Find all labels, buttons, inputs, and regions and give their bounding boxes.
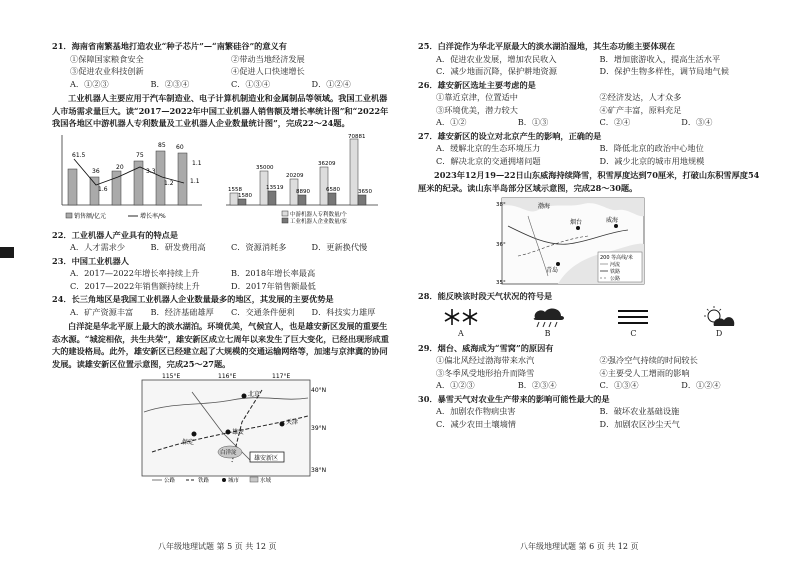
charts-row xyxy=(52,133,392,225)
answer-option: A．矿产资源丰富 xyxy=(70,306,134,317)
symbol-option-d xyxy=(700,306,738,341)
data-label: 85 xyxy=(158,141,166,149)
legend-label: 增长率/% xyxy=(140,212,166,220)
bar xyxy=(268,191,276,205)
answer-option: A．促进农业发展，增加农民收入 xyxy=(436,53,557,64)
data-label: 70881 xyxy=(348,133,366,140)
legend-label: 城市 xyxy=(228,478,240,484)
bar xyxy=(320,167,328,205)
longitude-label: 115°E xyxy=(162,373,181,380)
statement: ①偏北风经过渤海带来水汽 xyxy=(436,355,535,365)
question-29 xyxy=(418,342,763,392)
answer-options xyxy=(418,142,763,167)
answer-option: A．①② xyxy=(436,117,467,127)
answer-options xyxy=(418,379,763,392)
snowflake-icon xyxy=(443,306,479,328)
statement: ④促进人口快速增长 xyxy=(231,66,305,76)
question-stem: 29．烟台、威海成为“雪窝”的原因有 xyxy=(418,342,554,353)
answer-option: D．减少北京的城市用地规模 xyxy=(599,155,705,166)
bar xyxy=(230,193,238,205)
question-stem: 21．海南省南繁基地打造农业“种子芯片”—“南繁硅谷”的意义有 xyxy=(52,41,287,51)
legend-label: 铁路 xyxy=(198,478,210,484)
symbol-label: C xyxy=(630,329,637,338)
question-stem: 28．能反映该时段天气状况的符号是 xyxy=(418,290,553,301)
right-column xyxy=(418,40,763,431)
answer-option: A．人才需求少 xyxy=(70,242,126,252)
symbol-option-c xyxy=(616,306,650,341)
legend-city-icon xyxy=(222,478,226,482)
rain-cloud-icon xyxy=(529,306,567,328)
shandong-peninsula-map xyxy=(498,196,648,286)
answer-option: D．科技实力雄厚 xyxy=(311,306,376,317)
data-label: 13519 xyxy=(266,184,284,191)
answer-option: B．2018年增长率最高 xyxy=(231,268,316,278)
bar xyxy=(68,169,77,205)
answer-option: B．研发费用高 xyxy=(150,242,206,252)
statement: ②强冷空气持续的时间较长 xyxy=(599,355,698,365)
answer-options xyxy=(418,405,763,430)
data-label: 36 xyxy=(92,167,100,175)
legend-label: 铁路 xyxy=(610,269,621,275)
sun-cloud-icon xyxy=(700,306,738,328)
reading-passage: 工业机器人主要应用于汽车制造业、电子计算机制造业和金属制品等领域。我国工业机器人市场需求量巨大。读“2017—2022年中国工业机器人销售额及增长率统计图”和“2022年我国各地区中游机器人专利数量及工业机器人企业数量统计图”，完成22～24题。 xyxy=(52,93,389,128)
lake-label: 白洋淀 xyxy=(220,450,237,456)
patent-enterprise-chart xyxy=(222,133,382,225)
question-22 xyxy=(52,229,392,254)
answer-option: D．更新换代慢 xyxy=(311,242,368,252)
statement: ③冬季风受地形抬升而降雪 xyxy=(436,367,535,378)
legend-swatch xyxy=(66,213,72,218)
statement: ①靠近京津，位置适中 xyxy=(436,92,518,102)
city-marker xyxy=(576,226,580,230)
latitude-label: 40°N xyxy=(311,387,327,394)
data-label: 6580 xyxy=(326,186,340,193)
answer-option: C．解决北京的交通拥堵问题 xyxy=(436,155,541,166)
longitude-label: 116°E xyxy=(218,373,237,380)
answer-option: D．保护生物多样性，调节局地气候 xyxy=(599,66,729,76)
data-label: 1558 xyxy=(228,186,242,193)
city-label: 威海 xyxy=(606,217,619,224)
answer-option: D．2017年销售额最低 xyxy=(231,280,316,291)
statement: ③环境优美，潜力较大 xyxy=(436,104,518,115)
answer-option: A．2017—2022年增长率持续上升 xyxy=(70,268,200,278)
binding-tab xyxy=(0,247,14,258)
data-label: 35000 xyxy=(256,164,274,171)
sea-label: 渤海 xyxy=(538,203,551,210)
answer-option: B．破坏农业基础设施 xyxy=(599,406,680,416)
answer-option: D．加剧农区沙尘天气 xyxy=(599,418,680,429)
answer-options xyxy=(418,116,763,129)
question-23 xyxy=(52,255,392,293)
question-stem: 25．白洋淀作为华北平原最大的淡水湖泊湿地，其生态功能主要体现在 xyxy=(418,41,676,51)
question-25 xyxy=(418,40,763,78)
answer-option: A．缓解北京的生态环境压力 xyxy=(436,143,541,153)
data-label: 60 xyxy=(176,143,184,151)
symbol-label: B xyxy=(544,329,551,338)
legend-label: 公路 xyxy=(610,276,621,282)
bar xyxy=(350,139,358,205)
latitude-label: 38° xyxy=(496,202,506,208)
bar xyxy=(358,195,366,205)
bar xyxy=(298,195,306,205)
city-marker xyxy=(556,262,560,266)
answer-option: C．2017—2022年销售额持续上升 xyxy=(70,280,200,291)
legend-label: 200 等高线/米 xyxy=(600,255,633,261)
question-stem: 22．工业机器人产业具有的特点是 xyxy=(52,229,179,240)
latitude-label: 35° xyxy=(496,280,506,286)
answer-option: D．③④ xyxy=(681,117,713,127)
latitude-label: 39°N xyxy=(311,425,327,432)
question-24 xyxy=(52,293,392,318)
xiongan-location-map xyxy=(132,372,327,484)
question-stem: 30．暴雪天气对农业生产带来的影响可能性最大的是 xyxy=(418,393,610,404)
legend-swatch xyxy=(282,218,288,223)
question-26 xyxy=(418,79,763,129)
symbol-option-a xyxy=(443,306,479,341)
data-label: 1.1 xyxy=(192,159,202,167)
statement: ③促进农业科技创新 xyxy=(70,66,144,76)
answer-options xyxy=(52,306,392,319)
symbol-option-b xyxy=(529,306,567,341)
answer-options xyxy=(418,53,763,78)
data-label: 61.5 xyxy=(72,151,86,159)
legend-water-icon xyxy=(250,477,258,482)
symbol-label: D xyxy=(715,329,723,338)
legend-label: 河流 xyxy=(610,262,621,268)
answer-option: B．②③④ xyxy=(517,380,557,390)
data-label: 1.1 xyxy=(190,177,200,185)
answer-option: B．②③④ xyxy=(150,78,190,89)
bar xyxy=(238,199,246,205)
page-footer: 八年级地理试题 第 5 页 共 12 页 xyxy=(158,542,277,551)
question-stem: 26．雄安新区选址主要考虑的是 xyxy=(418,79,536,90)
data-label: 8890 xyxy=(296,188,310,195)
answer-option: D．①②④ xyxy=(311,78,351,89)
legend-swatch xyxy=(282,211,288,216)
latitude-label: 36° xyxy=(496,242,506,248)
city-marker xyxy=(192,432,197,437)
data-label: 1.6 xyxy=(98,185,108,193)
symbol-label: A xyxy=(457,329,464,338)
latitude-label: 38°N xyxy=(311,467,327,474)
data-label: 1.2 xyxy=(164,179,174,187)
city-label: 青岛 xyxy=(546,267,559,274)
answer-option: D．①②④ xyxy=(681,380,721,390)
box-label: 雄安新区 xyxy=(254,455,279,462)
city-label: 北京 xyxy=(248,391,261,398)
left-column xyxy=(52,40,392,488)
bar xyxy=(178,153,187,205)
statement: ②经济发达，人才众多 xyxy=(599,92,682,102)
statement: ①保障国家粮食安全 xyxy=(70,53,144,64)
longitude-label: 117°E xyxy=(272,373,291,380)
city-label: 天津 xyxy=(286,419,299,426)
legend-label: 工业机器人企业数量/家 xyxy=(290,218,347,225)
question-28 xyxy=(418,290,763,341)
answer-options xyxy=(52,241,392,254)
page-footer: 八年级地理试题 第 6 页 共 12 页 xyxy=(520,542,639,551)
question-30 xyxy=(418,393,763,431)
data-label: 36209 xyxy=(318,160,336,167)
statement-list xyxy=(52,53,392,78)
data-label: 20 xyxy=(116,163,124,171)
city-marker xyxy=(614,224,618,228)
city-marker xyxy=(280,422,285,427)
data-label: 3.3 xyxy=(146,167,156,175)
question-stem: 27．雄安新区的设立对北京产生的影响，正确的是 xyxy=(418,130,602,141)
answer-option: B．降低北京的政治中心地位 xyxy=(599,143,704,153)
city-label: 烟台 xyxy=(570,219,583,226)
answer-option: A．加剧农作物病虫害 xyxy=(436,406,516,416)
statement-list xyxy=(418,91,763,116)
question-stem: 24．长三角地区是我国工业机器人企业数量最多的地区，其发展的主要优势是 xyxy=(52,294,334,304)
question-21 xyxy=(52,40,392,90)
answer-option: A．①②③ xyxy=(436,380,475,390)
answer-option: C．交通条件便利 xyxy=(231,306,295,317)
data-label: 75 xyxy=(136,151,144,159)
answer-option: C．①③④ xyxy=(231,78,271,89)
answer-option: C．资源消耗多 xyxy=(231,242,287,252)
city-label: 保定 xyxy=(182,439,195,446)
legend-label: 公路 xyxy=(164,478,176,484)
weather-symbols-row xyxy=(418,306,763,341)
answer-option: C．①③④ xyxy=(599,380,639,390)
answer-option: C．减少地面沉降，保护耕地资源 xyxy=(436,66,557,76)
answer-options xyxy=(52,78,392,91)
answer-option: A．①②③ xyxy=(70,78,109,89)
statement: ④主要受人工增雨的影响 xyxy=(599,367,690,378)
data-label: 20209 xyxy=(286,172,304,179)
answer-options xyxy=(52,267,392,292)
answer-option: B．经济基础雄厚 xyxy=(150,306,214,317)
reading-passage: 2023年12月19—22日山东威海持续降雪，积雪厚度达到70厘米，打破山东积雪厚度54厘米的纪录。读山东半岛部分区域示意图，完成28～30题。 xyxy=(418,170,760,193)
bar xyxy=(328,193,336,205)
statement: ②带动当地经济发展 xyxy=(231,53,305,64)
fog-icon xyxy=(616,306,650,328)
question-stem: 23．中国工业机器人 xyxy=(52,255,129,266)
legend-label: 水域 xyxy=(260,478,272,484)
legend-label: 中游机器人专利数量/个 xyxy=(290,211,347,218)
legend-label: 销售额/亿元 xyxy=(74,212,107,220)
answer-option: B．增加旅游收入，提高生活水平 xyxy=(599,53,721,64)
city-marker xyxy=(226,430,231,435)
statement-list xyxy=(418,354,763,379)
data-label: 1580 xyxy=(238,192,252,199)
answer-option: C．减少农田土壤墒情 xyxy=(436,418,516,429)
bar xyxy=(156,151,165,205)
answer-option: B．①③ xyxy=(517,117,549,127)
reading-passage: 白洋淀是华北平原上最大的淡水湖泊。环境优美，气候宜人，也是雄安新区发展的重要生态水源。“城淀相依，共生共荣”，雄安新区成立七周年以来发生了巨大变化，已经出现形成重大的建设格局。此外，雄安新区已经建立起了大规模的交通运输网络等，加速与京津冀的协同发展。读雄安新区位置示意图，完成25～27题。 xyxy=(52,321,389,369)
city-marker xyxy=(242,394,247,399)
data-label: 3650 xyxy=(358,188,372,195)
answer-option: C．②④ xyxy=(599,117,631,127)
sales-growth-chart xyxy=(52,133,212,225)
statement: ④矿产丰富，原料充足 xyxy=(599,104,682,115)
question-27 xyxy=(418,130,763,168)
city-label: 雄安 xyxy=(232,429,245,436)
